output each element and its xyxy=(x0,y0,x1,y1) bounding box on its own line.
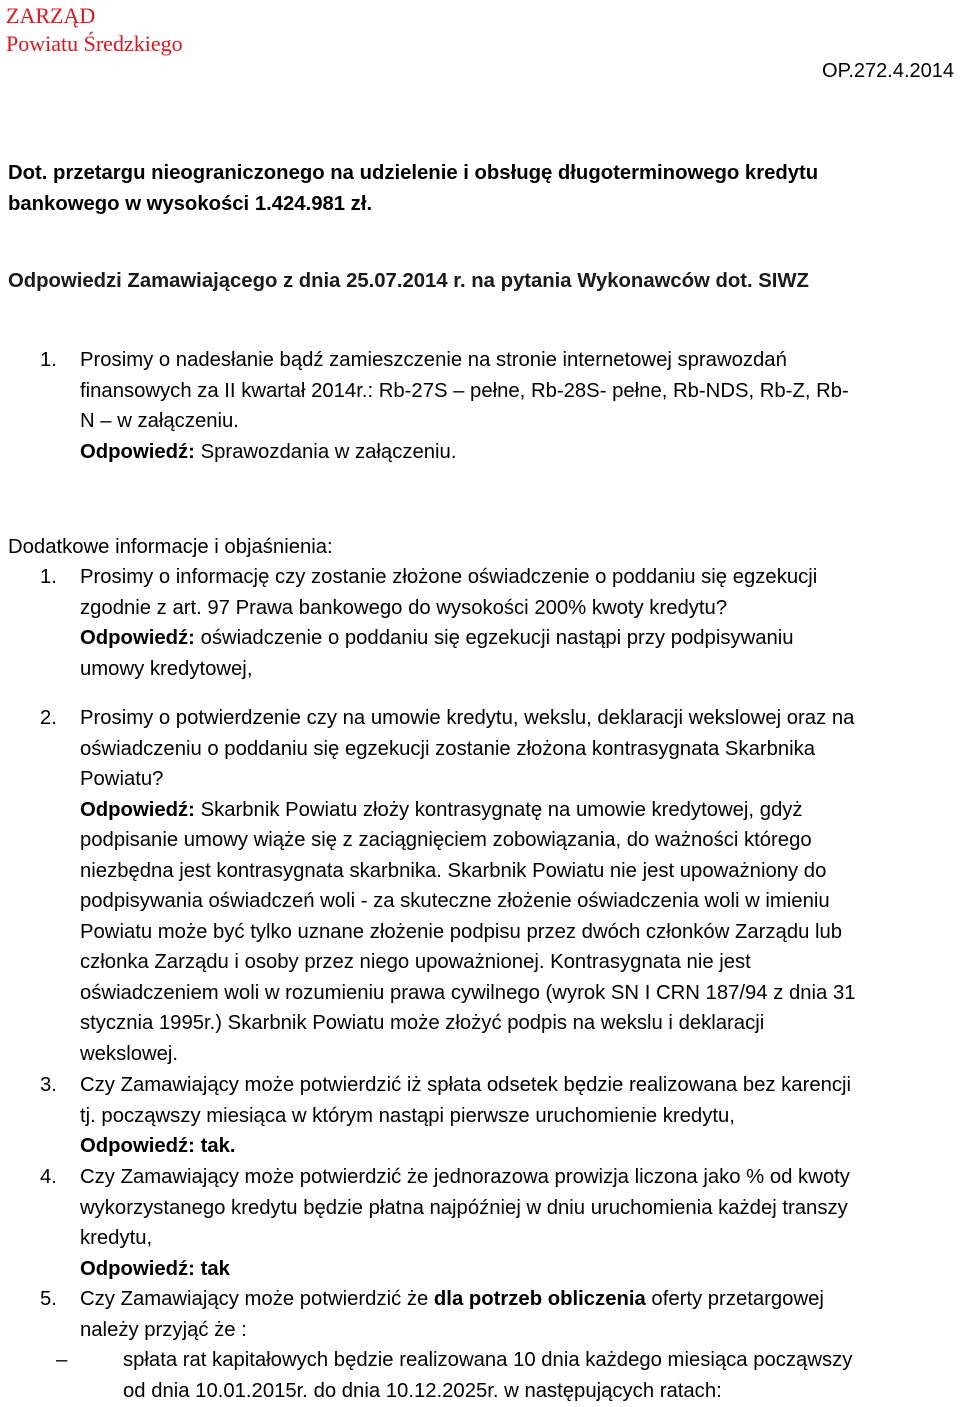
answer-text: niezbędna jest kontrasygnata skarbnika. Skarbnik Powiatu nie jest upoważniony do xyxy=(80,859,827,882)
subject-line-1: Dot. przetargu nieograniczonego na udzielenie i obsługę długoterminowego kredytu xyxy=(8,162,819,184)
answer xyxy=(80,1131,956,1162)
subject-line-2: bankowego w wysokości 1.424.981 zł. xyxy=(8,192,373,215)
question-text: oferty przetargowej xyxy=(651,1288,824,1310)
answer-text: oświadczeniem woli w rozumieniu prawa cywilnego (wyrok SN I CRN 187/94 z dnia 31 xyxy=(80,981,856,1004)
answer-label: Odpowiedź: xyxy=(80,627,195,649)
bullet-dash: – xyxy=(56,1349,68,1371)
question-emphasis: dla potrzeb obliczenia xyxy=(433,1288,646,1310)
question-line: Czy Zamawiający może potwierdzić że jednorazowa prowizja liczona jako % od kwoty xyxy=(80,1166,850,1188)
answer-text: stycznia 1995r.) Skarbnik Powiatu może złożyć podpis na wekslu i deklaracji xyxy=(80,1012,765,1034)
bullet-item xyxy=(8,1345,956,1406)
bullet-line: od dnia 10.01.2015r. do dnia 10.12.2025r. w następujących ratach: xyxy=(123,1379,722,1402)
question-body xyxy=(80,1284,956,1345)
answer-label: Odpowiedź: xyxy=(80,1257,195,1280)
bullet-body xyxy=(123,1345,956,1406)
question-line: Powiatu? xyxy=(80,768,164,790)
question-line: Prosimy o potwierdzenie czy na umowie kredytu, wekslu, deklaracji wekslowej oraz na xyxy=(80,707,855,729)
answer-text: Skarbnik Powiatu złoży kontrasygnatę na umowie kredytowej, gdyż xyxy=(200,798,803,821)
answer-label: Odpowiedź: xyxy=(80,1135,195,1157)
question-number: 1. xyxy=(40,566,57,588)
organization-header xyxy=(6,2,183,58)
answer-label: Odpowiedź: xyxy=(80,798,195,821)
question-body xyxy=(80,562,956,684)
question-line: oświadczeniu o poddaniu się egzekucji zostanie złożona kontrasygnata Skarbnika xyxy=(80,737,816,760)
question-number: 4. xyxy=(40,1166,57,1188)
answer-text: tak xyxy=(200,1257,230,1280)
question-line: Czy Zamawiający może potwierdzić iż spłata odsetek będzie realizowana bez karencji xyxy=(80,1074,852,1096)
question-line: Prosimy o nadesłanie bądź zamieszczenie na stronie internetowej sprawozdań xyxy=(80,349,787,371)
extra-question-3 xyxy=(8,1070,956,1162)
bullet-line: spłata rat kapitałowych będzie realizowana 10 dnia każdego miesiąca począwszy xyxy=(123,1349,853,1371)
question-body xyxy=(80,345,956,467)
answer-text: oświadczenie o poddaniu się egzekucji nastąpi przy podpisywaniu xyxy=(200,627,794,649)
answer-text: Sprawozdania w załączeniu. xyxy=(200,440,457,463)
extra-question-2 xyxy=(8,703,956,1069)
answer-text: podpisanie umowy wiąże się z zaciągnięciem zobowiązania, do ważności którego xyxy=(80,829,812,851)
answer xyxy=(80,1254,956,1285)
subject xyxy=(8,158,956,219)
extra-question-1 xyxy=(8,562,956,684)
question-line: należy przyjąć że : xyxy=(80,1318,247,1341)
answer xyxy=(80,437,956,468)
question-number: 3. xyxy=(40,1074,57,1096)
answer-text: umowy kredytowej, xyxy=(80,657,253,680)
extra-info-heading: Dodatkowe informacje i objaśnienia: xyxy=(8,536,333,558)
answer-label: Odpowiedź: xyxy=(80,440,195,463)
organization-name: ZARZĄD xyxy=(6,3,96,28)
question-line: wykorzystanego kredytu będzie płatna najpóźniej w dniu uruchomienia każdej transzy xyxy=(80,1196,848,1219)
question-number: 1. xyxy=(40,349,57,371)
answer-text: Powiatu może być tylko uznane złożenie podpisu przez dwóch członków Zarządu lub xyxy=(80,920,843,943)
question-line: N – w załączeniu. xyxy=(80,410,239,432)
extra-question-4 xyxy=(8,1162,956,1284)
answer-text: tak. xyxy=(200,1135,236,1157)
answer-text: podpisywania oświadczeń woli - za skuteczne złożenie oświadczenia woli w imieniu xyxy=(80,890,830,912)
question-body xyxy=(80,703,956,1069)
question-line: kredytu, xyxy=(80,1227,153,1249)
question-number: 5. xyxy=(40,1288,57,1310)
question-line: zgodnie z art. 97 Prawa bankowego do wysokości 200% kwoty kredytu? xyxy=(80,596,728,619)
question-1 xyxy=(8,345,956,467)
question-text: Czy Zamawiający może potwierdzić że xyxy=(80,1288,429,1310)
answer-text: członka Zarządu i osoby przez niego upoważnionej. Kontrasygnata nie jest xyxy=(80,951,751,973)
question-body xyxy=(80,1070,956,1162)
reference-number: OP.272.4.2014 xyxy=(822,60,954,82)
question-line xyxy=(80,1284,956,1315)
extra-question-5 xyxy=(8,1284,956,1345)
question-line: tj. począwszy miesiąca w którym nastąpi pierwsze uruchomienie kredytu, xyxy=(80,1104,735,1127)
question-line: finansowych za II kwartał 2014r.: Rb-27S – pełne, Rb-28S- pełne, Rb-NDS, Rb-Z, Rb- xyxy=(80,379,849,402)
answer-text: wekslowej. xyxy=(80,1042,179,1065)
answer xyxy=(80,623,956,654)
answer xyxy=(80,795,956,826)
question-body xyxy=(80,1162,956,1284)
question-number: 2. xyxy=(40,707,57,729)
organization-county: Powiatu Średzkiego xyxy=(6,31,183,56)
question-line: Prosimy o informację czy zostanie złożone oświadczenie o poddaniu się egzekucji xyxy=(80,566,818,588)
answers-title: Odpowiedzi Zamawiającego z dnia 25.07.2014 r. na pytania Wykonawców dot. SIWZ xyxy=(8,270,809,292)
